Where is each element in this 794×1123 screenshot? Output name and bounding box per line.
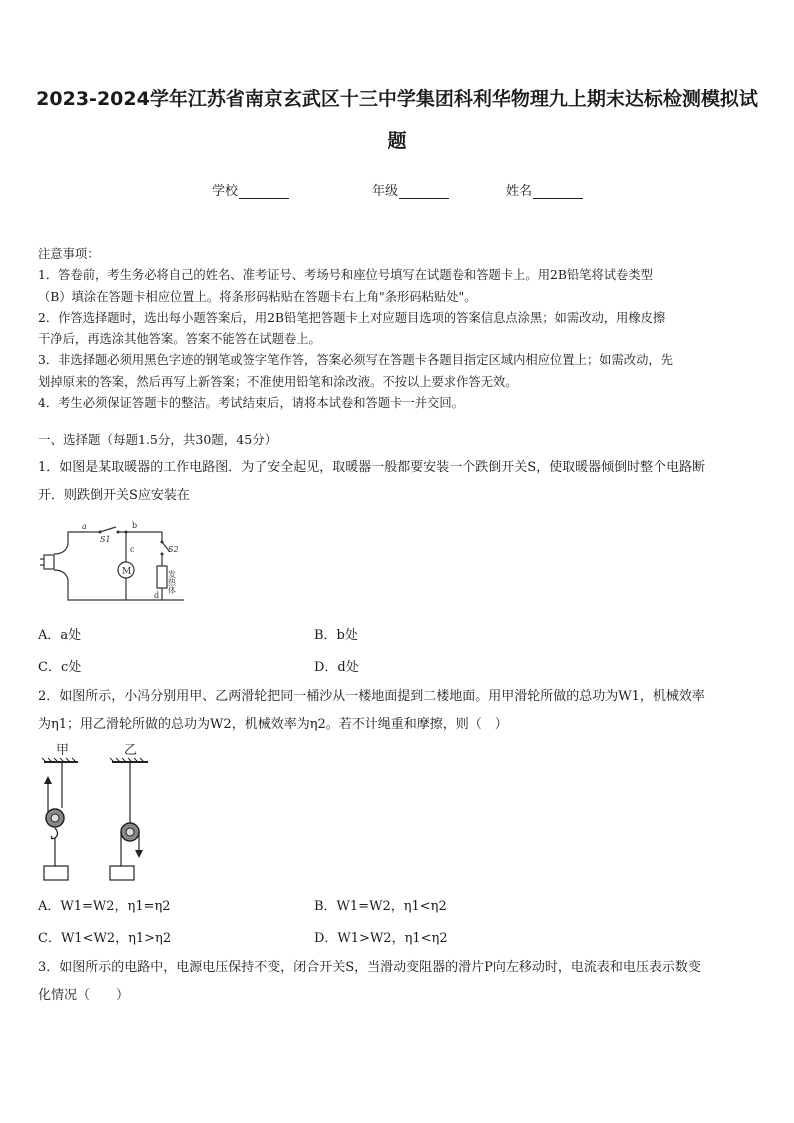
note-line: 3．非选择题必须用黑色字迹的钢笔或签字笔作答，答案必须写在答题卡各题目指定区域内相应位置上；如需改动，先 [38,353,673,368]
q1-option-d[interactable]: D．d处 [314,660,359,675]
label-yi: 乙 [124,743,138,758]
q1-option-c[interactable]: C．c处 [38,660,82,675]
q2-option-d[interactable]: D．W1>W2，η1<η2 [314,931,448,946]
label-jia: 甲 [56,743,70,758]
q1-option-a[interactable]: A．a处 [38,628,82,643]
q1-stem-line1: 1．如图是某取暖器的工作电路图．为了安全起见，取暖器一般都要安装一个跌倒开关S，使取暖器倾倒时整个电路断 [38,460,706,475]
q1-stem-line2: 开．则跌倒开关S应安装在 [38,488,190,503]
label-a: a [82,522,87,531]
section-heading: 一、选择题（每题1.5分，共30题，45分） [38,432,278,447]
q2-pulley-figure [38,740,168,885]
q2-option-b[interactable]: B．W1=W2，η1<η2 [314,899,447,914]
q2-option-c[interactable]: C．W1<W2，η1>η2 [38,931,172,946]
q2-stem-line1: 2．如图所示，小冯分别用甲、乙两滑轮把同一桶沙从一楼地面提到二楼地面。用甲滑轮所做的总功为W1，机械效率 [38,689,705,704]
question-1 [38,454,764,510]
label-b: b [132,521,138,530]
q1-option-b[interactable]: B．b处 [314,628,358,643]
notes-block [38,244,762,414]
q3-stem-line1: 3．如图所示的电路中，电源电压保持不变，闭合开关S，当滑动变阻器的滑片P向左移动时，电流表和电压表示数变 [38,960,701,975]
note-line: 干净后，再选涂其他答案。答案不能答在试题卷上。 [38,332,321,347]
note-line: 1．答卷前，考生务必将自己的姓名、准考证号、考场号和座位号填写在试题卷和答题卡上。用2B铅笔将试卷类型 [38,268,653,283]
exam-title-line1: 2023-2024学年江苏省南京玄武区十三中学集团科利华物理九上期末达标检测模拟试 [36,88,758,110]
label-s2: S2 [168,545,179,554]
note-line: 4．考生必须保证答题卡的整洁。考试结束后，请将本试卷和答题卡一并交回。 [38,396,464,411]
label-c: c [130,545,135,554]
school-field[interactable]: 学校 [212,180,289,199]
q1-circuit-figure [38,518,198,608]
label-d: d [154,591,160,600]
exam-title-line2: 题 [387,130,407,152]
notes-heading: 注意事项： [38,247,100,261]
q3-stem-line2: 化情况（ ） [38,988,130,1003]
motor-label: M [122,567,132,577]
grade-field[interactable]: 年级 [372,180,449,199]
note-line: 划掉原来的答案，然后再写上新答案；不准使用铅笔和涂改液。不按以上要求作答无效。 [38,374,518,389]
question-2 [38,683,764,739]
q2-option-a[interactable]: A．W1=W2，η1=η2 [38,899,171,914]
label-s1: S1 [100,535,111,544]
note-line: 2．作答选择题时，选出每小题答案后，用2B铅笔把答题卡上对应题目选项的答案信息点涂黑；如需改动，用橡皮擦 [38,310,666,325]
heater-label: 发热体 [167,570,177,594]
question-3 [38,954,764,1010]
q2-stem-line2: 为η1；用乙滑轮所做的总功为W2，机械效率为η2。若不计绳重和摩擦，则（ ） [38,717,508,732]
note-line: （B）填涂在答题卡相应位置上。将条形码粘贴在答题卡右上角"条形码粘贴处"。 [38,289,477,304]
exam-title [20,78,774,162]
name-field[interactable]: 姓名 [506,180,583,199]
